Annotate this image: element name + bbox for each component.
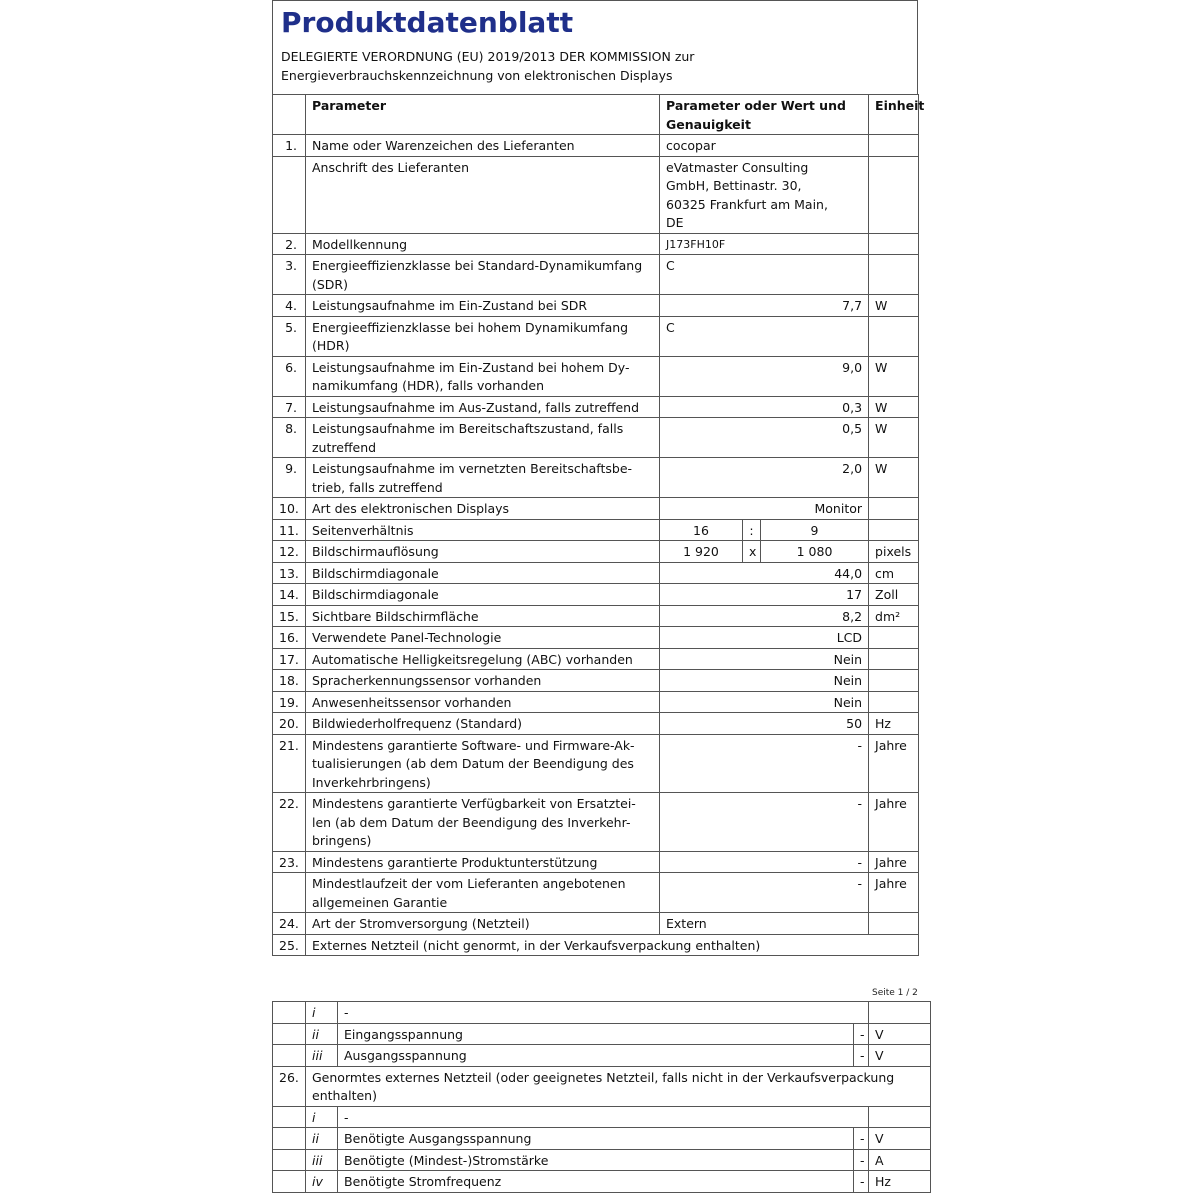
address-line: DE	[666, 215, 684, 230]
row-label: Automatische Helligkeitsregelung (ABC) vorhanden	[306, 648, 660, 670]
table-row	[273, 233, 919, 255]
label-line: (SDR)	[312, 276, 348, 292]
sub-text: Benötigte Stromfrequenz	[338, 1171, 854, 1193]
label-line: Genormtes externes Netzteil (oder geeignetes Netzteil, falls nicht in der Verkaufsverpackung	[312, 1069, 895, 1085]
header-value-line-1: Parameter oder Wert und	[666, 98, 846, 113]
label-line: Mindestens garantierte Software- und Firmware-Ak-	[312, 737, 635, 753]
row-number: 14.	[273, 584, 306, 606]
row-label: Externes Netzteil (nicht genormt, in der Verkaufsverpackung enthalten)	[306, 934, 919, 956]
row-value: 8,2	[660, 605, 869, 627]
sub-roman: i	[306, 1106, 338, 1128]
table-row	[273, 295, 919, 317]
row-number: 19.	[273, 691, 306, 713]
row-value: -	[854, 1171, 869, 1193]
row-label	[306, 356, 660, 396]
row-number	[273, 1002, 306, 1024]
page-two-section	[272, 1001, 930, 1193]
row-unit: V	[869, 1045, 931, 1067]
label-line: bringens)	[312, 833, 372, 848]
table-row	[273, 1106, 931, 1128]
row-unit: A	[869, 1149, 931, 1171]
row-unit: Jahre	[869, 793, 919, 852]
page-number: Seite 1 / 2	[872, 988, 918, 998]
row-unit	[869, 519, 919, 541]
row-value: Nein	[660, 691, 869, 713]
label-line: zutreffend	[312, 439, 377, 455]
row-value: 0,5	[660, 418, 869, 458]
parameter-table	[272, 94, 925, 956]
table-header-row	[273, 95, 919, 135]
subtitle-line-2: Energieverbrauchskennzeichnung von elektronischen Displays	[281, 68, 673, 83]
supplier-address	[660, 156, 869, 233]
row-value: -	[660, 734, 869, 793]
label-line: Leistungsaufnahme im vernetzten Bereitschaftsbe-	[312, 461, 633, 476]
table-row	[273, 584, 919, 606]
row-number	[273, 1045, 306, 1067]
row-unit: Jahre	[869, 873, 919, 913]
row-number: 15.	[273, 605, 306, 627]
row-unit: pixels	[869, 541, 919, 563]
row-value: -	[660, 851, 869, 873]
sub-roman: ii	[306, 1128, 338, 1150]
regulation-subtitle	[281, 47, 909, 85]
row-label: Leistungsaufnahme im Aus-Zustand, falls zutreffend	[306, 396, 660, 418]
table-row	[273, 670, 919, 692]
sub-roman: i	[306, 1002, 338, 1024]
label-line: allgemeinen Garantie	[312, 894, 448, 910]
table-row	[273, 627, 919, 649]
header-parameter: Parameter	[306, 95, 660, 135]
row-number: 1.	[273, 135, 306, 157]
sub-roman: ii	[306, 1023, 338, 1045]
row-unit: Hz	[869, 1171, 931, 1193]
label-line: Leistungsaufnahme im Bereitschaftszustand, falls	[312, 421, 624, 436]
row-label: Sichtbare Bildschirmfläche	[306, 605, 660, 627]
row-value: 9,0	[660, 356, 869, 396]
row-number	[273, 1149, 306, 1171]
row-value: C	[660, 255, 869, 295]
row-label	[306, 316, 660, 356]
sub-roman: iii	[306, 1149, 338, 1171]
row-number	[273, 156, 306, 233]
address-line: 60325 Frankfurt am Main,	[666, 196, 828, 212]
row-unit	[869, 691, 919, 713]
row-value: 7,7	[660, 295, 869, 317]
row-number: 3.	[273, 255, 306, 295]
table-row	[273, 458, 919, 498]
row-number: 18.	[273, 670, 306, 692]
row-value: 0,3	[660, 396, 869, 418]
row-label: Spracherkennungssensor vorhanden	[306, 670, 660, 692]
row-number: 20.	[273, 713, 306, 735]
table-row	[273, 316, 919, 356]
row-number: 16.	[273, 627, 306, 649]
header-unit: Einheit	[869, 95, 919, 135]
row-value: cocopar	[660, 135, 869, 157]
row-unit	[869, 255, 919, 295]
table-row	[273, 418, 919, 458]
row-number: 23.	[273, 851, 306, 873]
row-value: -	[854, 1045, 869, 1067]
aspect-height: 9	[761, 519, 869, 541]
row-label: Bildschirmauflösung	[306, 541, 660, 563]
resolution-height: 1 080	[761, 541, 869, 563]
row-number: 4.	[273, 295, 306, 317]
row-number: 24.	[273, 913, 306, 935]
row-value: -	[854, 1128, 869, 1150]
row-number: 26.	[273, 1066, 306, 1106]
row-unit: W	[869, 356, 919, 396]
row-number: 8.	[273, 418, 306, 458]
table-row	[273, 156, 919, 233]
row-label: Art des elektronischen Displays	[306, 498, 660, 520]
table-row	[273, 1171, 931, 1193]
power-supply-table	[272, 1001, 931, 1193]
row-label: Mindestens garantierte Produktunterstützung	[306, 851, 660, 873]
row-number: 5.	[273, 316, 306, 356]
row-label: Seitenverhältnis	[306, 519, 660, 541]
row-value: 50	[660, 713, 869, 735]
label-line: tualisierungen (ab dem Datum der Beendigung des	[312, 756, 634, 771]
row-value: -	[854, 1023, 869, 1045]
row-label	[306, 418, 660, 458]
row-value: 17	[660, 584, 869, 606]
address-line: eVatmaster Consulting	[666, 159, 809, 175]
row-value: C	[660, 316, 869, 356]
row-number: 13.	[273, 562, 306, 584]
aspect-width: 16	[660, 519, 743, 541]
row-label	[306, 873, 660, 913]
row-value: Extern	[660, 913, 869, 935]
label-line: Mindestlaufzeit der vom Lieferanten angebotenen	[312, 876, 626, 891]
aspect-separator: :	[743, 519, 761, 541]
sub-roman: iii	[306, 1045, 338, 1067]
sub-text: Ausgangsspannung	[338, 1045, 854, 1067]
row-label: Bildschirmdiagonale	[306, 584, 660, 606]
row-label	[306, 458, 660, 498]
table-row	[273, 734, 919, 793]
title-box	[272, 0, 918, 94]
row-number: 17.	[273, 648, 306, 670]
table-row	[273, 1002, 931, 1024]
table-row	[273, 255, 919, 295]
product-data-sheet	[272, 0, 925, 956]
table-row	[273, 605, 919, 627]
sub-text: Benötigte Ausgangsspannung	[338, 1128, 854, 1150]
row-number: 21.	[273, 734, 306, 793]
row-unit	[869, 670, 919, 692]
row-unit	[869, 498, 919, 520]
row-unit	[869, 913, 919, 935]
label-line: len (ab dem Datum der Beendigung des Inverkehr-	[312, 814, 631, 830]
subtitle-line-1: DELEGIERTE VERORDNUNG (EU) 2019/2013 DER KOMMISSION zur	[281, 49, 695, 64]
row-number	[273, 1023, 306, 1045]
row-number: 6.	[273, 356, 306, 396]
address-line: GmbH, Bettinastr. 30,	[666, 178, 802, 193]
row-number: 11.	[273, 519, 306, 541]
label-line: Energieeffizienzklasse bei Standard-Dynamikumfang	[312, 258, 643, 273]
row-unit	[869, 1002, 931, 1024]
row-label: Modellkennung	[306, 233, 660, 255]
table-row	[273, 1066, 931, 1106]
header-value-line-2: Genauigkeit	[666, 116, 751, 132]
row-label: Anschrift des Lieferanten	[306, 156, 660, 233]
table-row	[273, 873, 919, 913]
table-row	[273, 1023, 931, 1045]
label-line: enthalten)	[312, 1088, 377, 1103]
table-row	[273, 1128, 931, 1150]
label-line: Inverkehrbringens)	[312, 774, 431, 790]
table-row	[273, 1149, 931, 1171]
row-unit: Zoll	[869, 584, 919, 606]
row-number: 7.	[273, 396, 306, 418]
row-number: 2.	[273, 233, 306, 255]
sub-text: Eingangsspannung	[338, 1023, 854, 1045]
row-number: 22.	[273, 793, 306, 852]
row-unit: Hz	[869, 713, 919, 735]
table-row	[273, 396, 919, 418]
row-unit: W	[869, 396, 919, 418]
row-value: -	[854, 1149, 869, 1171]
table-row	[273, 934, 919, 956]
table-row	[273, 1045, 931, 1067]
row-number	[273, 1171, 306, 1193]
row-label	[306, 793, 660, 852]
table-row	[273, 713, 919, 735]
row-value: 2,0	[660, 458, 869, 498]
row-label: Verwendete Panel-Technologie	[306, 627, 660, 649]
row-label: Art der Stromversorgung (Netzteil)	[306, 913, 660, 935]
row-unit	[869, 648, 919, 670]
row-value: Nein	[660, 670, 869, 692]
table-row	[273, 913, 919, 935]
label-line: Energieeffizienzklasse bei hohem Dynamikumfang	[312, 319, 629, 335]
row-unit: V	[869, 1128, 931, 1150]
row-label: Bildwiederholfrequenz (Standard)	[306, 713, 660, 735]
table-row	[273, 498, 919, 520]
sub-text: -	[338, 1002, 869, 1024]
row-unit: cm	[869, 562, 919, 584]
row-number	[273, 1106, 306, 1128]
table-row	[273, 793, 919, 852]
label-line: Mindestens garantierte Verfügbarkeit von Ersatztei-	[312, 796, 636, 811]
header-value	[660, 95, 869, 135]
table-row	[273, 356, 919, 396]
row-unit	[869, 627, 919, 649]
row-label: Bildschirmdiagonale	[306, 562, 660, 584]
row-number	[273, 1128, 306, 1150]
row-unit: V	[869, 1023, 931, 1045]
row-value: -	[660, 793, 869, 852]
label-line: Leistungsaufnahme im Ein-Zustand bei hohem Dy-	[312, 359, 630, 375]
header-num-cell	[273, 95, 306, 135]
sub-text: -	[338, 1106, 869, 1128]
row-number: 25.	[273, 934, 306, 956]
row-label: Leistungsaufnahme im Ein-Zustand bei SDR	[306, 295, 660, 317]
sub-text: Benötigte (Mindest-)Stromstärke	[338, 1149, 854, 1171]
row-value: Monitor	[660, 498, 869, 520]
row-label: Name oder Warenzeichen des Lieferanten	[306, 135, 660, 157]
label-line: namikumfang (HDR), falls vorhanden	[312, 378, 544, 393]
table-row	[273, 691, 919, 713]
row-number: 12.	[273, 541, 306, 563]
resolution-width: 1 920	[660, 541, 743, 563]
row-number: 10.	[273, 498, 306, 520]
row-value: J173FH10F	[660, 233, 869, 255]
row-unit: W	[869, 418, 919, 458]
table-row	[273, 135, 919, 157]
row-number: 9.	[273, 458, 306, 498]
row-unit	[869, 316, 919, 356]
label-line: (HDR)	[312, 338, 350, 353]
table-row	[273, 851, 919, 873]
table-row	[273, 648, 919, 670]
row-unit: W	[869, 295, 919, 317]
resolution-separator: x	[743, 541, 761, 563]
row-label	[306, 1066, 931, 1106]
row-value: 44,0	[660, 562, 869, 584]
page-title: Produktdatenblatt	[281, 6, 574, 39]
row-unit	[869, 156, 919, 233]
row-label	[306, 734, 660, 793]
row-value: LCD	[660, 627, 869, 649]
row-unit: Jahre	[869, 734, 919, 793]
row-unit: W	[869, 458, 919, 498]
row-unit	[869, 1106, 931, 1128]
table-row	[273, 562, 919, 584]
row-value: Nein	[660, 648, 869, 670]
row-unit: dm²	[869, 605, 919, 627]
row-unit	[869, 233, 919, 255]
row-unit: Jahre	[869, 851, 919, 873]
row-value: -	[660, 873, 869, 913]
table-row	[273, 519, 919, 541]
table-row	[273, 541, 919, 563]
row-label	[306, 255, 660, 295]
sub-roman: iv	[306, 1171, 338, 1193]
row-label: Anwesenheitssensor vorhanden	[306, 691, 660, 713]
label-line: trieb, falls zutreffend	[312, 479, 443, 495]
row-unit	[869, 135, 919, 157]
row-number	[273, 873, 306, 913]
